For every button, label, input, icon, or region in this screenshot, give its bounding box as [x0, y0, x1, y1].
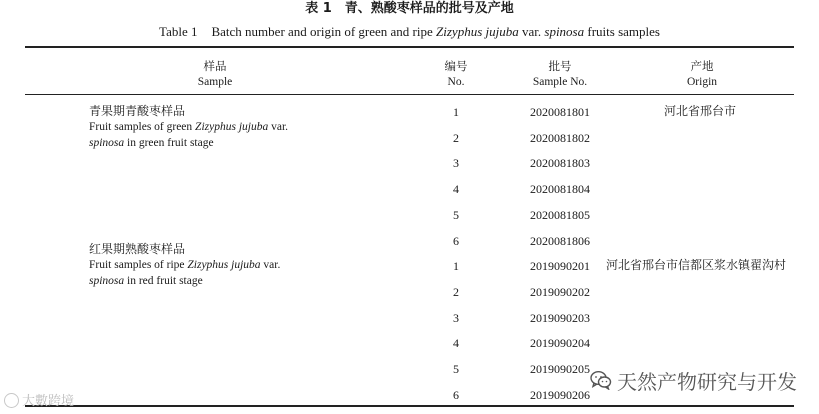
header-sample [165, 58, 265, 90]
row-batch-number: 2020081802 [530, 131, 590, 145]
header-origin-en: Origin [686, 76, 718, 88]
header-origin [652, 58, 752, 90]
wechat-icon [590, 370, 612, 390]
row-batch-number: 2020081801 [530, 105, 590, 119]
row-number: 1 [453, 259, 459, 273]
group-ripe-name-en-line2: spinosa in red fruit stage [89, 275, 203, 287]
title-en-mid: var. [518, 24, 545, 39]
watermark-right-text: 天然产物研究与开发 [617, 369, 797, 394]
origin-green: 河北省邢台市 [664, 104, 737, 118]
row-batch-number: 2020081806 [530, 234, 590, 248]
header-batch-cn: 批号 [548, 59, 572, 73]
origin-ripe: 河北省邢台市信都区浆水镇翟沟村 [606, 258, 787, 272]
watermark-right [590, 364, 797, 396]
header-sample-cn: 样品 [203, 59, 227, 73]
group-green-name-en-line1: Fruit samples of green Zizyphus jujuba var. [89, 121, 289, 133]
watermark-logo-icon [4, 393, 19, 408]
title-en-post: fruits samples [584, 24, 660, 39]
group-ripe-name-cn: 红果期熟酸枣样品 [89, 242, 186, 256]
row-number: 5 [453, 362, 459, 376]
group-ripe [89, 241, 280, 289]
top-rule [25, 46, 794, 48]
header-origin-cn: 产地 [690, 59, 714, 73]
group-green-name-cn: 青果期青酸枣样品 [89, 104, 186, 118]
row-number: 1 [453, 105, 459, 119]
row-number: 4 [453, 182, 459, 196]
row-batch-number: 2019090206 [530, 388, 590, 402]
table-title-en [0, 24, 819, 40]
row-number: 6 [453, 234, 459, 248]
group-green-name-en-line2: spinosa in green fruit stage [89, 137, 214, 149]
row-batch-number: 2020081803 [530, 156, 590, 170]
header-rule [25, 94, 794, 95]
header-batch-en: Sample No. [532, 76, 588, 88]
bottom-rule [25, 405, 794, 407]
group-green [89, 103, 288, 151]
row-batch-number: 2020081804 [530, 182, 590, 196]
header-sample-en: Sample [197, 76, 233, 88]
title-en-pre: Batch number and origin of green and ripe [211, 24, 437, 39]
row-batch-number: 2019090202 [530, 285, 590, 299]
row-batch-number: 2019090204 [530, 336, 590, 350]
header-no-cn: 编号 [444, 59, 468, 73]
header-batch [510, 58, 610, 90]
row-number: 2 [453, 131, 459, 145]
row-number: 4 [453, 336, 459, 350]
watermark-left-text: 大數跨境 [22, 394, 75, 409]
header-no [426, 58, 486, 90]
watermark-left [4, 390, 74, 409]
table-number: Table 1 [159, 24, 198, 39]
header-no-en: No. [447, 76, 465, 88]
title-en-species: Zizyphus jujuba [436, 24, 519, 39]
row-batch-number: 2019090205 [530, 362, 590, 376]
group-ripe-name-en-line1: Fruit samples of ripe Zizyphus jujuba var. [89, 259, 281, 271]
row-number: 5 [453, 208, 459, 222]
table-title-cn: 表 1 青、熟酸枣样品的批号及产地 [305, 1, 514, 16]
row-number: 2 [453, 285, 459, 299]
row-number: 3 [453, 311, 459, 325]
row-batch-number: 2020081805 [530, 208, 590, 222]
row-batch-number: 2019090203 [530, 311, 590, 325]
title-en-variety: spinosa [544, 24, 585, 39]
row-number: 3 [453, 156, 459, 170]
row-batch-number: 2019090201 [530, 259, 590, 273]
row-number: 6 [453, 388, 459, 402]
